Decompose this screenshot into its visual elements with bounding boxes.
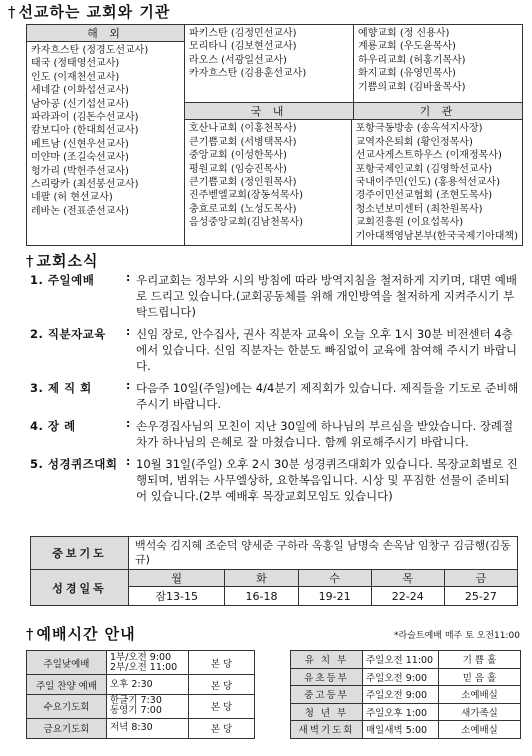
service-name: 유초등부: [291, 668, 363, 686]
list-item: 경주이민선교협회 (조현도목사): [355, 190, 493, 202]
worship-row: [27, 719, 255, 738]
mission-box: [26, 24, 523, 246]
list-item: 포항국제인교회 (김영학선교사): [355, 163, 493, 175]
service-name: 새벽기도회: [291, 721, 363, 739]
news-item-label: 4. 장 례: [30, 419, 76, 433]
list-item: 충효로교회 (노성도목사): [189, 203, 297, 215]
list-item: 기쁨의교회 (김바울목사): [358, 81, 466, 93]
news-item-label: 2. 직분자교육: [30, 327, 106, 341]
mission-title: † 선교하는 교회와 기관: [8, 3, 171, 21]
prayer-table: [30, 536, 518, 606]
list-item: 계룡교회 (우도윤목사): [358, 41, 456, 53]
churches-top-list: [354, 25, 522, 96]
service-place: 본 당: [189, 719, 255, 738]
service-name: 청 년 부: [291, 703, 363, 721]
list-item: 레바논 (전표준선교사): [31, 205, 129, 217]
list-item: 선교사게스트하우스 (이재정목사): [355, 150, 502, 162]
news-item-colon: :: [126, 456, 131, 468]
overseas-list: [27, 42, 184, 220]
prayer-label: 중보기도: [31, 537, 129, 570]
mission-right: [185, 25, 522, 245]
service-time: 주일오전 11:00: [363, 651, 439, 669]
news-item-label: 5. 성경퀴즈대회: [30, 457, 118, 471]
list-item: 스리랑카 (최선봉선교사): [31, 179, 139, 191]
worship-row: [291, 721, 521, 739]
overseas-header: 해 외: [27, 25, 184, 42]
service-place: 소예배실: [439, 721, 521, 739]
worship-note: *라슬트예배 매주 토 오전11:00: [394, 631, 520, 641]
reading-range: 25-27: [444, 587, 517, 606]
news-item-label: 3. 제 직 회: [30, 381, 92, 395]
reading-range: 잠13-15: [129, 587, 225, 606]
overseas-column: [27, 25, 185, 245]
list-item: 캄보디아 (한대희선교사): [31, 125, 139, 137]
list-item: 교역자은퇴회 (황인정목사): [355, 136, 473, 148]
day-header: 수: [298, 570, 371, 587]
reading-range: 16-18: [225, 587, 298, 606]
list-item: 태국 (정태영선교사): [31, 58, 120, 70]
reading-range: 22-24: [371, 587, 444, 606]
reading-range: 19-21: [298, 587, 371, 606]
worship-table-right: [290, 650, 521, 739]
service-place: 새가족실: [439, 703, 521, 721]
service-time: 저녁 8:30: [107, 719, 189, 738]
list-item: 헝가리 (박헌주선교사): [31, 165, 129, 177]
domestic-heads: [185, 103, 522, 120]
news-item-colon: :: [126, 272, 131, 284]
service-name: 주일낮예배: [27, 651, 107, 675]
schedule-label: 성경일독: [31, 570, 129, 606]
service-place: 소예배실: [439, 686, 521, 704]
news-title: † 교회소식: [26, 252, 99, 270]
news-item: [30, 380, 520, 412]
list-item: 카자흐스탄 (정경도선교사): [31, 45, 149, 56]
list-item: 호산나교회 (이홍천목사): [189, 123, 297, 135]
list-item: 파라과이 (김돈수선교사): [31, 112, 139, 124]
service-time: 매일새벽 5:00: [363, 721, 439, 739]
worship-row: [27, 675, 255, 694]
news-item-text: 10월 31일(주일) 오후 2시 30분 성경퀴즈대회가 있습니다. 목장교회별로 진행되며, 범위는 사무엘상하, 요한복음입니다. 시상 및 푸짐한 선물이 준비되어 있습니다.(2부 예배후 목장교회모임도 있습니다): [136, 457, 518, 503]
service-time: 1부/오전 9:00 2부/오전 11:00: [107, 651, 189, 675]
list-item: 진주벧엘교회(장동석목사): [189, 190, 304, 202]
service-place: 본 당: [189, 694, 255, 718]
day-header: 월: [129, 570, 225, 587]
service-place: 본 당: [189, 651, 255, 675]
worship-row: [291, 651, 521, 669]
day-header: 화: [225, 570, 298, 587]
worship-title: † 예배시간 안내: [26, 625, 136, 643]
mission-top-row: [185, 25, 522, 103]
worship-row: [291, 703, 521, 721]
list-item: 세네갈 (이화섭선교사): [31, 85, 129, 97]
list-item: 카자흐스탄 (김용훈선교사): [189, 68, 307, 80]
institution-list: [352, 120, 522, 245]
list-item: 포항극동방송 (송옥석지사장): [355, 123, 483, 135]
list-item: 국내이주민(인도) (홍용석선교사): [355, 176, 500, 188]
list-item: 평원교회 (임승진목사): [189, 163, 287, 175]
list-item: 베트남 (신현우선교사): [31, 138, 129, 150]
news-item-label: 1. 주일예배: [30, 273, 95, 287]
worship-table-left: [26, 650, 255, 739]
news-item-text: 신임 장로, 안수집사, 권사 직분자 교육이 오늘 오후 1시 30분 비전센터 4층에서 있습니다. 신임 직분자는 한분도 빠짐없이 교육에 참여해 주시기 바랍니다.: [136, 327, 517, 373]
day-header: 금: [444, 570, 517, 587]
news-item: [30, 326, 520, 374]
worship-row: [27, 651, 255, 675]
worship-tables: [26, 650, 521, 739]
service-name: 금요기도회: [27, 719, 107, 738]
list-item: 남아공 (신기섭선교사): [31, 98, 129, 110]
worship-row: [291, 686, 521, 704]
service-time: 오후 2:30: [107, 675, 189, 694]
news-item-text: 다음주 10일(주일)에는 4/4분기 제직회가 있습니다. 제직들을 기도로 준비해 주시기 바랍니다.: [136, 381, 519, 411]
news-item: [30, 272, 520, 320]
domestic-header: 국 내: [185, 103, 353, 120]
list-item: 청소년보미센터 (최찬원목사): [355, 203, 483, 215]
service-time: 주일오전 9:00: [363, 668, 439, 686]
service-place: 본 당: [189, 675, 255, 694]
service-name: 유 치 부: [291, 651, 363, 669]
list-item: 중앙교회 (이성한목사): [189, 150, 287, 162]
service-time: 주일오전 9:00: [363, 686, 439, 704]
service-name: 수요기도회: [27, 694, 107, 718]
news-item-colon: :: [126, 418, 131, 430]
list-item: 네팔 (허 현선교사): [31, 192, 113, 204]
service-name: 주일 찬양 예배: [27, 675, 107, 694]
list-item: 큰기쁨교회 (서병택목사): [189, 136, 297, 148]
news-item: [30, 456, 520, 504]
list-item: 큰기쁨교회 (정인원목사): [189, 176, 297, 188]
day-header: 목: [371, 570, 444, 587]
list-item: 라오스 (서광일선교사): [189, 54, 287, 66]
worship-row: [291, 668, 521, 686]
list-item: 하우리교회 (허홍기목사): [358, 54, 466, 66]
domestic-list: [185, 120, 351, 231]
service-time: 한글기 7:30 동영기 7:00: [107, 694, 189, 718]
news-list: [30, 272, 520, 510]
service-place: 기 쁨 홀: [439, 651, 521, 669]
institution-header: 기 관: [353, 103, 522, 120]
list-item: 화지교회 (유영민목사): [358, 68, 456, 80]
news-item-text: 우리교회는 정부와 시의 방침에 따라 방역지침을 철저하게 지키며, 대면 예배로 드리고 있습니다.(교회공동체를 위해 개인방역을 철저하게 지켜주시기 부탁드립니다): [136, 273, 517, 319]
prayer-names: 백석숙 김지혜 조순덕 양세준 구하라 옥홍일 남명숙 손옥남 임창구 김금행(김동규): [129, 537, 518, 570]
news-item-colon: :: [126, 380, 131, 392]
worship-row: [27, 694, 255, 718]
domestic-row: [185, 120, 522, 245]
list-item: 예향교회 (정 신용사): [358, 28, 450, 39]
news-item-colon: :: [126, 326, 131, 338]
news-item-text: 손우경집사님의 모친이 지난 30일에 하나님의 부르심을 받았습니다. 장례절차가 하나님의 은혜로 잘 마쳤습니다. 함께 위로해주시기 바랍니다.: [136, 419, 514, 449]
list-item: 교회진흥원 (이요섭목사): [355, 217, 464, 229]
service-name: 중고등부: [291, 686, 363, 704]
list-item: 모리타니 (김보현선교사): [189, 41, 297, 53]
list-item: 인도 (이재천선교사): [31, 71, 120, 83]
news-item: [30, 418, 520, 450]
list-item: 음성중앙교회(김남천목사): [189, 217, 304, 229]
service-time: 주일오후 1:00: [363, 703, 439, 721]
overseas2-list: [185, 25, 353, 83]
service-place: 믿 음 홀: [439, 668, 521, 686]
list-item: 기아대책영남본부(한국국제기아대책): [355, 230, 518, 242]
list-item: 미얀마 (조길숙선교사): [31, 152, 129, 164]
list-item: 파키스탄 (김정민선교사): [189, 28, 297, 39]
